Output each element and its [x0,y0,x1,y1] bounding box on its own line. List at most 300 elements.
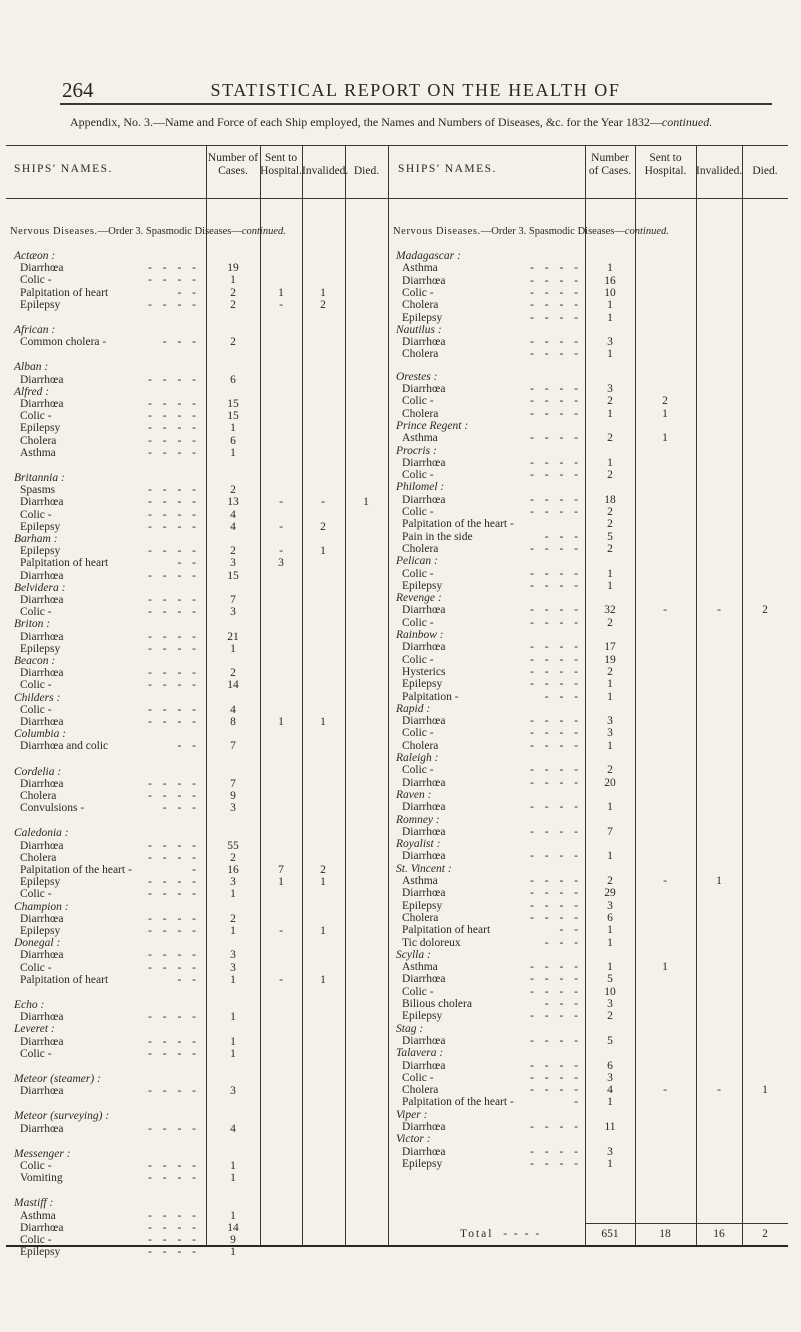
cases-value: 1 [607,801,613,814]
disease-name: Asthma [20,446,56,459]
disease-row [0,973,800,986]
leader-dashes: - - - - [148,545,200,558]
ship-name: Britannia : [14,472,65,484]
disease-name: Diarrhœa [20,630,64,643]
col-header-hospital: Sent to Hospital. [260,152,302,177]
cases-value: 6 [607,1059,613,1072]
hospital-value: 1 [278,876,284,889]
disease-name: Colic - [402,469,434,482]
disease-name: Epilepsy [20,520,61,533]
disease-name: Diarrhœa [20,1221,64,1234]
invalided-value: 1 [716,875,722,887]
cases-value: 1 [607,407,613,420]
disease-name: Convulsions - [20,802,85,815]
ship-name: Caledonia : [14,827,69,840]
cases-value: 1 [607,690,613,703]
disease-name: Cholera [20,851,57,864]
disease-name: Hysterics [402,665,446,678]
cases-value: 1 [607,678,613,691]
cases-value: 1 [230,1172,236,1185]
leader-dashes: - - - - [148,839,200,852]
disease-name: Palpitation of heart [20,557,109,570]
cases-value: 1 [607,961,613,974]
ship-name: Stag : [396,1022,424,1035]
disease-name: Epilepsy [402,1157,443,1170]
leader-dashes: - - - - [148,496,200,509]
leader-dashes: - - - - [148,446,200,459]
leader-dashes: - - - - [148,298,200,311]
header-rule [6,198,788,199]
cases-value: 1 [230,925,236,937]
leader-dashes: - - - - [530,542,582,555]
disease-row [0,678,800,691]
disease-row [0,826,800,839]
ship-name: Childers : [14,691,61,704]
disease-name: Palpitation - [402,690,459,703]
leader-dashes: - - - - [530,348,582,361]
cases-value: 9 [230,790,236,802]
disease-name: Diarrhœa [20,496,64,509]
leader-dashes: - - - - [530,911,582,924]
section-continued: continued. [241,226,286,237]
cases-value: 3 [230,876,236,889]
cases-value: 2 [607,395,613,408]
disease-name: Diarrhœa [402,493,446,506]
disease-name: Diarrhœa [402,1121,446,1133]
disease-row [0,395,800,408]
hospital-value: - [279,520,283,533]
invalided-value: 2 [320,520,326,533]
disease-row [0,900,800,913]
ship-name-row [0,250,800,263]
disease-row [0,312,800,325]
disease-row [0,1072,800,1085]
cases-value: 16 [227,864,239,876]
ship-name: Mastiff : [14,1197,54,1210]
leader-dashes: - - - - [148,667,200,680]
disease-name: Colic - [20,274,52,287]
page-number: 264 [62,78,94,102]
leader-dashes: - - - - [148,398,200,410]
disease-name: Colic - [20,1160,52,1172]
cases-value: 7 [230,777,236,790]
disease-name: Colic - [20,1234,52,1246]
leader-dashes: - - - - [148,716,200,728]
cases-value: 15 [227,410,239,423]
cases-value: 1 [230,888,236,901]
leader-dashes: - - - - [148,434,200,447]
running-head: STATISTICAL REPORT ON THE HEALTH OF [210,80,621,100]
leader-dashes: - - - - [530,1084,582,1097]
leader-dashes: - - - - [148,642,200,655]
disease-name: Palpitation of the heart - [20,864,132,876]
leader-dashes: - - - - [530,469,582,482]
disease-name: Cholera [402,407,439,420]
total-dashes: - - - - [503,1228,542,1240]
disease-row [0,1172,800,1185]
disease-name: Diarrhœa [402,456,446,469]
leader-dashes: - - - - [530,715,582,728]
table-subtitle [70,115,712,130]
disease-row [0,580,800,593]
disease-name: Palpitation of heart [20,973,109,986]
cases-value: 4 [607,1084,613,1097]
cases-value: 1 [607,348,613,361]
disease-name: Diarrhœa [402,715,446,728]
leader-dashes: - - - - [530,579,582,592]
ship-name: Alfred : [14,385,50,398]
leader-dashes: - - - - [530,1157,582,1170]
top-rule [60,103,772,105]
leader-dashes: - - - - [530,299,582,312]
ship-name: Leveret : [14,1023,55,1036]
cases-value: 4 [230,703,236,716]
cases-value: 32 [604,604,616,617]
disease-name: Epilepsy [402,678,443,691]
cases-value: 8 [230,716,236,728]
disease-name: Palpitation of heart [402,924,491,937]
disease-name: Diarrhœa [20,1085,64,1098]
cases-value: 1 [230,446,236,459]
total-invalided: 16 [713,1228,725,1240]
disease-name: Epilepsy [402,899,443,912]
disease-name: Colic - [20,1047,52,1060]
disease-name: Pain in the side [402,530,473,543]
cases-value: 1 [230,1011,236,1024]
leader-dashes: - [574,1096,582,1109]
cases-value: 3 [607,715,613,728]
cases-value: 1 [230,422,236,435]
invalided-value: 1 [320,925,326,937]
hospital-value: 1 [662,432,668,445]
leader-dashes: - - - - [148,422,200,435]
leader-dashes: - - - [544,998,582,1010]
ship-name: Meteor (surveying) : [14,1110,110,1123]
disease-row [0,986,800,999]
invalided-value: 1 [320,876,326,889]
ship-name-row [0,752,800,765]
disease-row [0,1084,800,1097]
cases-value: 3 [230,606,236,619]
disease-name: Colic - [402,567,434,580]
disease-name: Colic - [20,703,52,716]
cases-value: 1 [607,924,613,937]
disease-name: Diarrhœa [20,839,64,852]
disease-name: Diarrhœa [20,912,64,925]
disease-row [0,348,800,361]
leader-dashes: - - - - [530,1059,582,1072]
disease-name: Diarrhœa [402,776,446,789]
leader-dashes: - - - - [530,665,582,678]
leader-dashes: - - - - [148,262,200,275]
disease-row [0,801,800,814]
cases-value: 2 [607,469,613,482]
ship-name: Meteor (steamer) : [14,1073,101,1085]
leader-dashes: - - - - [530,1010,582,1023]
leader-dashes: - - - - [148,1011,200,1024]
leader-dashes: - - - - [148,484,200,497]
leader-dashes: - - - - [530,678,582,691]
leader-dashes: - - - - [530,887,582,900]
disease-row [0,1158,800,1171]
cases-value: 7 [607,825,613,838]
disease-row [0,1210,800,1223]
ship-name: African : [14,324,56,336]
invalided-value: 2 [320,864,326,876]
ship-name: Columbia : [14,728,67,741]
leader-dashes: - - - - [148,961,200,974]
hospital-value: - [663,875,667,887]
total-rule [585,1223,788,1224]
hospital-value: 1 [662,407,668,420]
disease-name: Colic - [20,679,52,692]
cases-value: 3 [230,949,236,962]
disease-row [0,998,800,1011]
ship-name: Alban : [14,361,49,374]
col-header-cases: Number of Cases. [588,152,632,177]
disease-row [0,604,800,617]
disease-name: Palpitation of heart [20,286,109,299]
total-row-label [460,1228,541,1240]
leader-dashes: - - - - [530,1071,582,1084]
leader-dashes: - - - - [148,508,200,521]
cases-value: 6 [230,373,236,386]
cases-value: 1 [607,739,613,752]
total-died: 2 [762,1228,768,1240]
hospital-value: - [663,604,667,617]
leader-dashes: - - - - [148,777,200,790]
disease-row [0,961,800,974]
ship-name: Madagascar : [396,250,461,262]
cases-value: 14 [227,679,239,692]
section-heading [393,226,669,237]
ship-name: Orestes : [396,370,438,383]
leader-dashes: - - - - [148,606,200,619]
disease-row [0,262,800,275]
disease-row [0,287,800,300]
cases-value: 15 [227,398,239,410]
hospital-value: 1 [662,961,668,974]
total-cases: 651 [601,1228,619,1240]
cases-value: 17 [604,641,616,654]
disease-row [0,275,800,288]
leader-dashes: - - - - [530,493,582,506]
disease-row [0,336,800,349]
disease-name: Epilepsy [20,925,61,937]
invalided-value: 1 [320,973,326,986]
leader-dashes: - - - - [148,949,200,962]
disease-name: Epilepsy [402,1010,443,1023]
died-value: 1 [363,496,369,509]
leader-dashes: - - - - [530,850,582,863]
disease-name: Epilepsy [402,579,443,592]
leader-dashes: - [192,864,200,876]
disease-name: Palpitation of the heart - [402,518,514,531]
ship-name-row [0,1197,800,1210]
ship-name: Viper : [396,1108,428,1121]
disease-name: Epilepsy [20,876,61,889]
invalided-value: 1 [320,545,326,558]
leader-dashes: - - - [544,936,582,949]
invalided-value: - [717,604,721,617]
disease-row [0,1146,800,1159]
disease-row [0,654,800,667]
cases-value: 2 [230,298,236,311]
ship-name-row [0,1023,800,1036]
hospital-value: - [279,298,283,311]
table-bottom-rule [6,1245,788,1247]
leader-dashes: - - - - [530,961,582,974]
disease-name: Colic - [402,727,434,740]
total-hospital: 18 [659,1228,671,1240]
cases-value: 20 [604,776,616,789]
leader-dashes: - - [177,557,200,570]
invalided-value: 1 [320,286,326,299]
disease-name: Epilepsy [402,311,443,324]
ship-name: Romney : [396,813,440,826]
ship-name: Rainbow : [396,629,444,641]
disease-name: Cholera [20,790,57,802]
disease-name: Diarrhœa [20,373,64,386]
cases-value: 1 [607,311,613,324]
ship-name-row [0,838,800,851]
leader-dashes: - - - - [148,594,200,606]
leader-dashes: - - - - [530,262,582,275]
leader-dashes: - - - - [148,925,200,937]
cases-value: 10 [604,286,616,299]
leader-dashes: - - - - [530,1034,582,1047]
disease-row [0,1010,800,1023]
ship-name: Actæon : [14,250,56,262]
cases-value: 1 [607,299,613,312]
cases-value: 2 [230,667,236,680]
disease-name: Diarrhœa [402,383,446,395]
cases-value: 10 [604,985,616,998]
ship-name-row [0,629,800,642]
disease-name: Diarrhœa [20,1011,64,1024]
disease-row [0,1096,800,1109]
disease-name: Asthma [402,262,438,275]
disease-name: Colic - [402,286,434,299]
col-header-ships: SHIPS' NAMES. [14,163,113,175]
section-order: —Order 3. Spasmodic Diseases— [480,226,625,237]
leader-dashes: - - - - [530,776,582,789]
disease-row [0,1035,800,1048]
ship-name: St. Vincent : [396,862,452,875]
section-continued: continued. [624,226,669,237]
leader-dashes: - - - - [148,1085,200,1098]
cases-value: 4 [230,1122,236,1135]
ship-name: Nautilus : [396,323,442,336]
leader-dashes: - - - - [148,373,200,386]
disease-name: Cholera [402,1084,439,1097]
cases-value: 1 [607,567,613,580]
disease-row [0,875,800,888]
cases-value: 7 [230,594,236,606]
disease-row [0,543,800,556]
disease-row [0,937,800,950]
leader-dashes: - - - - [530,825,582,838]
disease-row [0,777,800,790]
ship-name: Donegal : [14,937,61,950]
ship-name: Pelican : [396,555,438,568]
cases-value: 6 [607,911,613,924]
cases-value: 2 [607,518,613,531]
section-order: —Order 3. Spasmodic Diseases— [97,226,242,237]
disease-name: Cholera [402,911,439,924]
disease-row [0,383,800,396]
hospital-value: 2 [662,395,668,408]
disease-name: Epilepsy [20,1246,61,1259]
leader-dashes: - - - - [530,274,582,287]
disease-name: Diarrhœa [402,641,446,654]
leader-dashes: - - - - [530,875,582,887]
leader-dashes: - - - - [148,1035,200,1048]
leader-dashes: - - - - [148,569,200,582]
disease-name: Asthma [402,875,438,887]
cases-value: 6 [230,434,236,447]
leader-dashes: - - - - [148,1246,200,1259]
disease-name: Diarrhœa [20,1035,64,1048]
cases-value: 5 [607,973,613,986]
total-label: Total [460,1228,494,1240]
disease-name: Asthma [20,1209,56,1222]
disease-row [0,1121,800,1134]
cases-value: 1 [230,1160,236,1172]
disease-name: Diarrhœa [402,1059,446,1072]
cases-value: 2 [230,484,236,497]
leader-dashes: - - - - [530,899,582,912]
disease-name: Colic - [20,888,52,901]
cases-value: 3 [607,998,613,1010]
leader-dashes: - - - - [530,973,582,986]
cases-value: 14 [227,1221,239,1234]
cases-value: 1 [607,1096,613,1109]
disease-row [0,691,800,704]
leader-dashes: - - - - [530,604,582,617]
leader-dashes: - - - - [148,876,200,889]
cases-value: 19 [227,262,239,275]
ship-name: Echo : [14,999,45,1011]
cases-value: 4 [230,508,236,521]
disease-row [0,1060,800,1073]
disease-row [0,924,800,937]
disease-name: Colic - [402,653,434,666]
ship-name: Talavera : [396,1047,444,1060]
disease-name: Common cholera - [20,336,107,349]
ship-name: Prince Regent : [396,419,469,432]
leader-dashes: - - - - [530,456,582,469]
cases-value: 1 [607,850,613,863]
cases-value: 3 [230,557,236,570]
ship-name: Briton : [14,618,51,631]
disease-name: Tic doloreux [402,936,461,949]
cases-value: 3 [607,383,613,395]
leader-dashes: - - - [162,802,200,815]
died-value: 1 [762,1084,768,1097]
cases-value: 13 [227,496,239,509]
leader-dashes: - - - - [148,274,200,287]
disease-row [0,518,800,531]
cases-value: 1 [230,274,236,287]
disease-row [0,764,800,777]
leader-dashes: - - - - [530,432,582,445]
hospital-value: 1 [278,716,284,728]
ship-name-row [0,789,800,802]
disease-name: Asthma [402,432,438,445]
disease-row [0,408,800,421]
disease-name: Diarrhœa [20,398,64,410]
